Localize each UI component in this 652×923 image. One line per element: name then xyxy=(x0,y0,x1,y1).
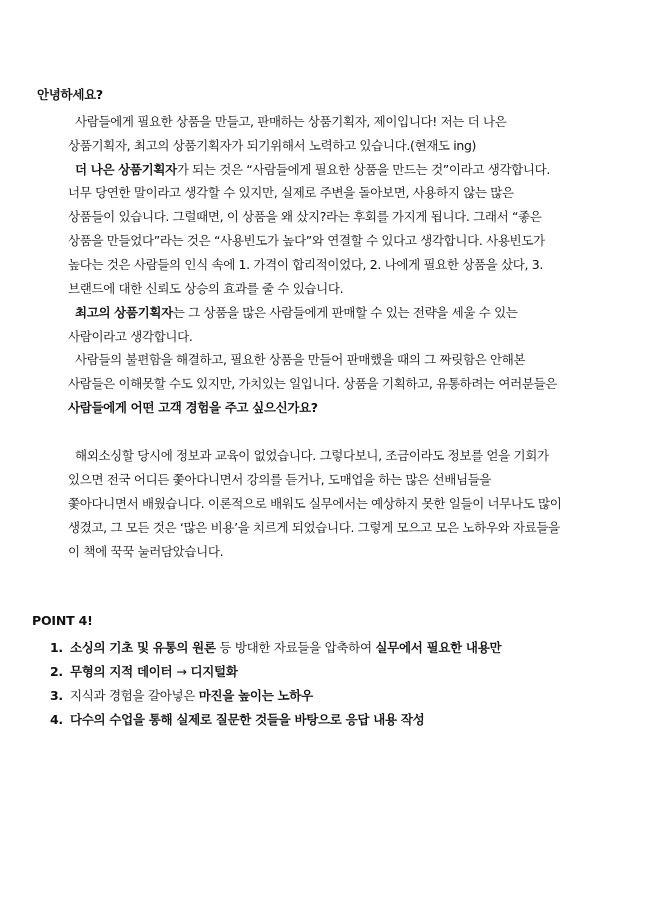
better-line-1 xyxy=(75,160,550,178)
best-line-1 xyxy=(75,303,518,321)
greeting-heading: 안녕하세요? xyxy=(37,87,103,102)
sourcing-line-1: 해외소싱할 당시에 정보과 교육이 없었습니다. 그렇다보니, 조금이라도 정보를 얻을 기회가 xyxy=(75,448,549,463)
sourcing-line-5: 이 책에 꾹꾹 눌러담았습니다. xyxy=(68,544,224,559)
intro-line-1: 사람들에게 필요한 상품을 만들고, 판매하는 상품기획자, 제이입니다! 저는 더 나은 xyxy=(75,114,507,129)
better-line-2: 너무 당연한 말이라고 생각할 수 있지만, 실제로 주변을 돌아보면, 사용하지 않는 많은 xyxy=(68,185,514,200)
point-item-4 xyxy=(50,710,424,728)
point-number: 3. xyxy=(50,688,63,703)
intro-line-2: 상품기획자, 최고의 상품기획자가 되기위해서 노력하고 있습니다.(현재도 ing) xyxy=(68,138,477,153)
point-number: 1. xyxy=(50,640,63,655)
people-line-3 xyxy=(68,398,318,416)
best-line-1-rest: 는 그 상품을 많은 사람들에게 판매할 수 있는 전략을 세울 수 있는 xyxy=(172,305,518,320)
best-line-2: 사람이라고 생각합니다. xyxy=(68,329,193,344)
point-number: 2. xyxy=(50,664,63,679)
better-line-1-rest: 가 되는 것은 “사람들에게 필요한 상품을 만드는 것”이라고 생각합니다. xyxy=(176,162,550,177)
point-3-bold: 마진을 높이는 노하우 xyxy=(198,688,313,703)
people-line-2: 사람들은 이해못할 수도 있지만, 가치있는 일입니다. 상품을 기획하고, 유통하려는 여러분들은 xyxy=(68,376,558,391)
point-1-bold-b: 실무에서 필요한 내용만 xyxy=(375,640,502,655)
better-line-5: 높다는 것은 사람들의 인식 속에 1. 가격이 합리적이었다, 2. 나에게 필요한 상품을 샀다, 3. xyxy=(68,257,543,272)
best-bold: 최고의 상품기획자 xyxy=(75,305,173,320)
sourcing-line-4: 생겼고, 그 모든 것은 ‘많은 비용’을 치르게 되었습니다. 그렇게 모으고 모은 노하우와 자료들을 xyxy=(68,520,560,535)
point-4-bold: 다수의 수업을 통해 실제로 질문한 것들을 바탕으로 응답 내용 작성 xyxy=(70,712,425,727)
points-title: POINT 4! xyxy=(32,613,93,628)
point-1-mid: 등 방대한 자료들을 압축하여 xyxy=(215,640,376,655)
people-question: 사람들에게 어떤 고객 경험을 주고 싶으신가요? xyxy=(68,400,318,415)
better-line-4: 상품을 만들었다”라는 것은 “사용빈도가 높다”와 연결할 수 있다고 생각합니다. 사용빈도가 xyxy=(68,233,545,248)
point-item-3 xyxy=(50,686,313,704)
sourcing-line-3: 쫓아다니면서 배웠습니다. 이론적으로 배워도 실무에서는 예상하지 못한 일들이 너무나도 많이 xyxy=(68,496,562,511)
point-2-bold-b: 디지털화 xyxy=(190,664,238,679)
arrow-right-icon: → xyxy=(176,664,187,679)
point-3-text: 지식과 경험을 갈아넣은 xyxy=(70,688,199,703)
people-line-1: 사람들의 불편함을 해결하고, 필요한 상품을 만들어 판매했을 때의 그 짜릿함은 안해본 xyxy=(75,352,526,367)
better-line-3: 상품들이 있습니다. 그럴때면, 이 상품을 왜 샀지?라는 후회를 가지게 됩니다. 그래서 “좋은 xyxy=(68,209,542,224)
point-item-1 xyxy=(50,638,501,656)
point-item-2 xyxy=(50,662,238,680)
better-bold: 더 나은 상품기획자 xyxy=(75,162,177,177)
better-line-6: 브랜드에 대한 신뢰도 상승의 효과를 줄 수 있습니다. xyxy=(68,281,344,296)
point-2-bold-a: 무형의 지적 데이터 xyxy=(70,664,173,679)
point-1-bold-a: 소싱의 기초 및 유통의 원론 xyxy=(70,640,216,655)
point-number: 4. xyxy=(50,712,63,727)
sourcing-line-2: 있으면 전국 어디든 쫓아다니면서 강의를 듣거나, 도매업을 하는 많은 선배님들을 xyxy=(68,472,492,487)
